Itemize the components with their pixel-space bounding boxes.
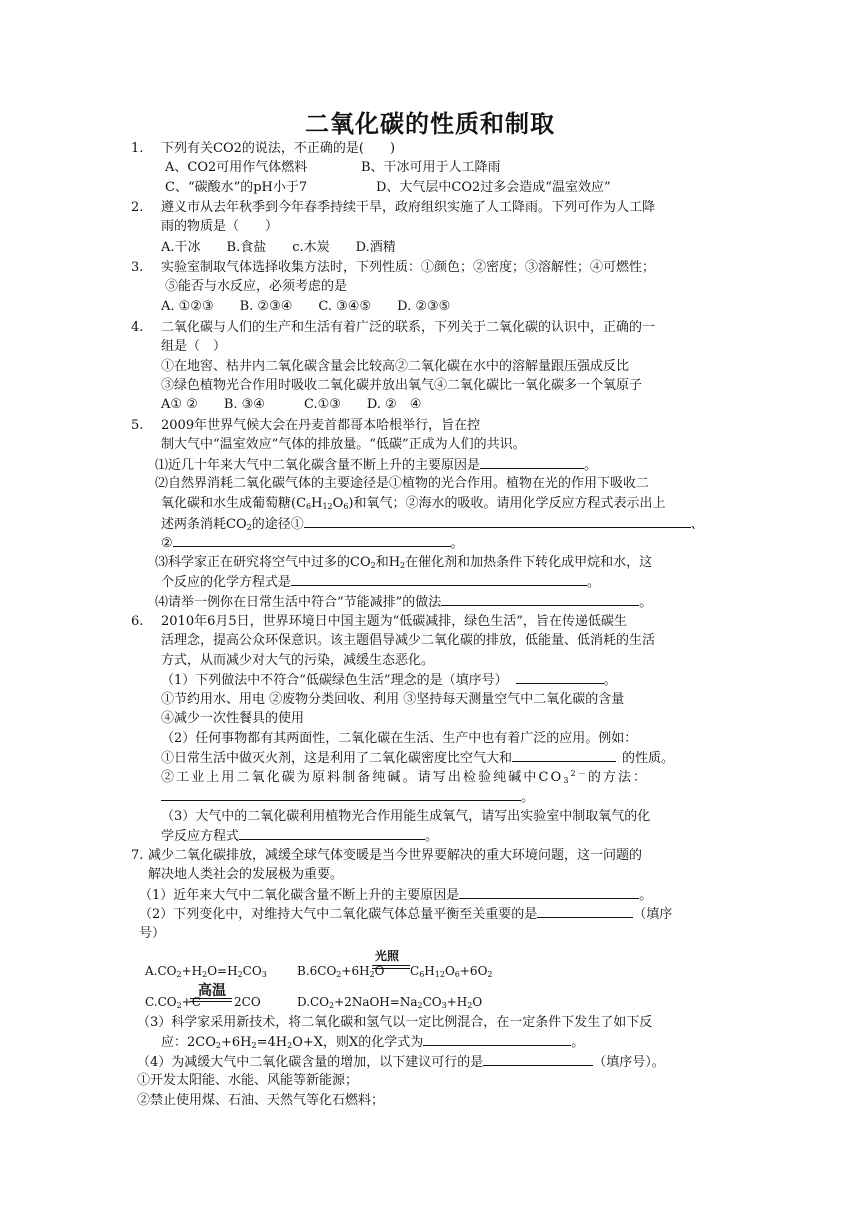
subscript: 2 (237, 970, 243, 979)
text: O (444, 964, 455, 978)
q7-part1 (139, 885, 652, 905)
subscript: 2 (487, 970, 493, 979)
text: =4H (256, 1035, 288, 1050)
q6-number: 6. (131, 614, 144, 629)
text: +H (446, 995, 468, 1009)
subscript: 2 (336, 970, 342, 979)
q2-stem-line1: 遵义市从去年秋季到今年春季持续干旱，政府组织实施了人工降雨。下列可作为人工降 (161, 200, 656, 215)
q5-equation-blank[interactable] (291, 572, 587, 586)
subscript: 3 (563, 776, 571, 785)
text: 、 (690, 517, 704, 532)
period: 。 (639, 888, 653, 903)
q6-part2-item2 (161, 768, 648, 787)
q7-stem-line2: 解决地人类社会的发展极为重要。 (148, 867, 344, 882)
superscript: 2－ (570, 769, 588, 778)
q7-part2-blank[interactable] (537, 904, 633, 918)
q5-stem-line2: 制大气中“温室效应”气体的排放量。“低碳”正成为人们的共识。 (161, 437, 526, 452)
text: （填序号）。 (593, 1055, 665, 1070)
subscript: 6 (343, 502, 349, 511)
subscript: 6 (419, 970, 425, 979)
q5-part4 (155, 592, 652, 612)
subscript: 2 (400, 561, 406, 570)
q6-part3-line1: （3）大气中的二氧化碳利用植物光合作用能生成氧气，请写出实验室中制取氧气的化 (161, 809, 651, 824)
text: )和氧气；②海水的吸收。请用化学反应方程式表示出上 (348, 496, 666, 511)
q7-part3-line1: （3）科学家采用新技术，将二氧化碳和氢气以一定比例混合，在一定条件下发生了如下反 (137, 1015, 653, 1030)
q2-number: 2. (131, 200, 144, 215)
page-title: 二氧化碳的性质和制取 (305, 110, 555, 138)
q7-option-d (297, 993, 482, 1012)
period: 。 (571, 1035, 585, 1050)
q5-number: 5. (131, 418, 144, 433)
q6-part1-statements-1: ①节约用水、用电 ②废物分类回收、利用 ③坚持每天测量空气中二氧化碳的含量 (161, 692, 625, 707)
q6-part3-line2 (161, 826, 438, 846)
q4-stem-line1: 二氧化碳与人们的生产和生活有着广泛的联系，下列关于二氧化碳的认识中，正确的一 (161, 320, 656, 335)
q4-stem-line2: 组是（ ） (161, 339, 227, 354)
q7-formula-blank[interactable] (423, 1032, 571, 1046)
text: +6H (341, 964, 370, 978)
text: ⑶科学家正在研究将空气中过多的CO (155, 555, 371, 570)
q6-stem-line2: 活理念，提高公众环保意识。该主题倡导减少二氧化碳的排放，低能量、低消耗的生活 (161, 633, 656, 648)
text: 的方法： (587, 770, 649, 785)
q7-option-c-left (145, 993, 201, 1012)
q6-property-blank[interactable] (512, 748, 616, 762)
q1-option-c: C、“碳酸水”的pH小于7 (165, 180, 308, 195)
q5-part2-line2 (161, 494, 666, 513)
period: 。 (603, 673, 617, 688)
q1-stem: 下列有关CO2的说法，不正确的是( ) (161, 141, 396, 156)
subscript: 2 (202, 970, 208, 979)
period: 。 (639, 595, 653, 610)
q5-part3-line1 (155, 553, 652, 572)
q5-part2-line1: ⑵自然界消耗二氧化碳气体的主要途径是①植物的光合作用。植物在光的作用下吸收二 (155, 476, 650, 491)
text: H (424, 964, 435, 978)
text: （1）下列做法中不符合“低碳绿色生活”理念的是（填序号） (161, 673, 508, 688)
subscript: 3 (261, 970, 267, 979)
q7-part1-blank[interactable] (459, 885, 639, 899)
q5-part2-line3 (161, 514, 704, 534)
q6-stem-line1: 2010年6月5日，世界环境日中国主题为“低碳减排，绿色生活”，旨在传递低碳生 (161, 614, 627, 629)
subscript: 2 (417, 1001, 423, 1010)
q7-part4 (137, 1052, 665, 1072)
q1-number: 1. (131, 141, 144, 156)
q6-part1-blank[interactable] (516, 670, 604, 684)
text: CO (242, 964, 262, 978)
q6-stem-line3: 方式，从而减少对大气的污染，减缓生态恶化。 (161, 653, 435, 668)
q5-part3-line2 (161, 572, 600, 592)
q5-stem-line1: 2009年世界气候大会在丹麦首都哥本哈根举行，旨在控 (161, 418, 481, 433)
q5-part1-text: ⑴近几十年来大气中二氧化碳含量不断上升的主要原因是 (155, 458, 481, 473)
text: 述两条消耗CO (161, 517, 247, 532)
text: O (332, 496, 344, 511)
text: +6O (459, 964, 488, 978)
subscript: 2 (467, 1001, 473, 1010)
text: O (374, 964, 385, 978)
period: 。 (521, 790, 535, 805)
q7-option-b-equals (372, 965, 410, 969)
text: CO (422, 995, 442, 1009)
q3-stem-line2: ⑤能否与水反应，必须考虑的是 (165, 279, 348, 294)
q3-stem-line1: 实验室制取气体选择收集方法时，下列性质：①颜色；②密度；③溶解性；④可燃性； (161, 260, 656, 275)
q6-part2-item2-answer (161, 787, 534, 807)
q6-part1-statements-2: ④减少一次性餐具的使用 (161, 711, 305, 726)
period: 。 (584, 458, 598, 473)
q7-part4-blank[interactable] (483, 1052, 593, 1066)
q1-option-a: A、CO2可用作气体燃料 (165, 160, 308, 175)
q7-option-c-condition: 高温 (198, 983, 226, 999)
subscript: 2 (176, 1001, 182, 1010)
text: +H (181, 964, 203, 978)
text: D.CO (297, 995, 330, 1009)
period: 。 (587, 575, 601, 590)
q3-options: A. ①②③ B. ②③④ C. ③④⑤ D. ②③⑤ (161, 299, 451, 314)
text: 和H (375, 555, 401, 570)
text: A.CO (145, 964, 177, 978)
subscript: 2 (251, 1041, 257, 1050)
text: C (410, 964, 420, 978)
q6-part1 (161, 670, 617, 690)
text: （填序 (633, 907, 673, 922)
subscript: 3 (441, 1001, 447, 1010)
q3-number: 3. (131, 260, 144, 275)
q5-example-blank[interactable] (441, 592, 639, 606)
subscript: 12 (322, 502, 333, 511)
q7-number: 7. (131, 848, 144, 863)
q4-statement-2: ③绿色植物光合作用时吸收二氧化碳并放出氧气④二氧化碳比一氧化碳多一个氧原子 (161, 378, 643, 393)
text: （1）近年来大气中二氧化碳含量不断上升的主要原因是 (139, 888, 460, 903)
text: （2）下列变化中，对维持大气中二氧化碳气体总量平衡至关重要的是 (139, 907, 538, 922)
q2-stem-line2: 雨的物质是（ ） (161, 219, 279, 234)
q4-number: 4. (131, 320, 144, 335)
subscript: 2 (329, 1001, 335, 1010)
q1-option-d: D、大气层中CO2过多会造成“温室效应” (376, 180, 611, 195)
q7-part4-option-1: ①开发太阳能、水能、风能等新能源； (137, 1073, 359, 1088)
text: B.6CO (297, 964, 337, 978)
subscript: 12 (434, 970, 445, 979)
q6-part2: （2）任何事物都有其两面性，二氧化碳在生活、生产中也有着广泛的应用。例如： (161, 731, 638, 746)
q7-stem-line1: 减少二氧化碳排放，减缓全球气体变暖是当今世界要解决的重大环境问题，这一问题的 (148, 848, 643, 863)
subscript: 6 (306, 502, 312, 511)
text: ①日常生活中做灭火剂，这是利用了二氧化碳密度比空气大和 (161, 751, 513, 766)
text: 应：2CO (161, 1035, 216, 1050)
q5-part1-blank[interactable] (480, 455, 584, 469)
period: 。 (425, 829, 439, 844)
q7-part3-line2 (161, 1032, 584, 1052)
q7-part2-line2: 号） (139, 926, 166, 941)
q2-options: A.干冰 B.食盐 c.木炭 D.酒精 (161, 240, 396, 255)
subscript: 2 (369, 970, 375, 979)
text: 氧化碳和水生成葡萄糖(C (161, 496, 307, 511)
text: H (311, 496, 323, 511)
subscript: 6 (454, 970, 460, 979)
text: +2NaOH=Na (334, 995, 418, 1009)
q7-option-a (145, 962, 267, 981)
q5-route1-blank[interactable] (304, 514, 691, 528)
q7-option-b-right (410, 962, 493, 981)
subscript: 2 (215, 1041, 221, 1050)
q7-option-c-equals (190, 998, 232, 1002)
q7-part2-line1 (139, 904, 672, 924)
text: ②工业上用二氧化碳为原料制备纯碱。请写出检验纯碱中CO (161, 770, 564, 785)
q7-part4-option-2: ②禁止使用煤、石油、天然气等化石燃料； (137, 1093, 385, 1108)
text: O=H (207, 964, 238, 978)
period: 。 (450, 536, 464, 551)
q1-option-b: B、干冰可用于人工降雨 (361, 160, 501, 175)
q6-method-blank[interactable] (161, 787, 521, 801)
text: 学反应方程式 (161, 829, 240, 844)
q7-option-c-right: 2CO (234, 995, 261, 1009)
text: 的性质。 (622, 751, 675, 766)
q5-part2-line4 (161, 533, 464, 553)
text: +C (181, 995, 201, 1009)
text: 的途径① (251, 517, 304, 532)
text: O (472, 995, 483, 1009)
text: （4）为减缓大气中二氧化碳含量的增加，以下建议可行的是 (137, 1055, 484, 1070)
text: ⑷请举一例你在日常生活中符合“节能减排”的做法 (155, 595, 442, 610)
q6-part2-item1 (161, 748, 674, 768)
subscript: 2 (287, 1041, 293, 1050)
q5-part1 (155, 455, 597, 475)
q7-option-b-condition: 光照 (375, 949, 400, 963)
q4-options: A① ② B. ③④ C.①③ D. ② ④ (161, 397, 422, 412)
q5-route2-blank[interactable] (173, 533, 451, 547)
text: 个反应的化学方程式是 (161, 575, 292, 590)
text: +6H (220, 1035, 252, 1050)
text: C.CO (145, 995, 177, 1009)
subscript: 2 (370, 561, 376, 570)
text: O+X，则X的化学式为 (292, 1035, 424, 1050)
q4-statement-1: ①在地窖、枯井内二氧化碳含量会比较高②二氧化碳在水中的溶解量跟压强成反比 (161, 359, 630, 374)
q6-equation-blank[interactable] (239, 826, 425, 840)
subscript: 2 (246, 523, 252, 532)
text: ② (161, 536, 173, 551)
text: 在催化剂和加热条件下转化成甲烷和水，这 (405, 555, 653, 570)
subscript: 2 (176, 970, 182, 979)
